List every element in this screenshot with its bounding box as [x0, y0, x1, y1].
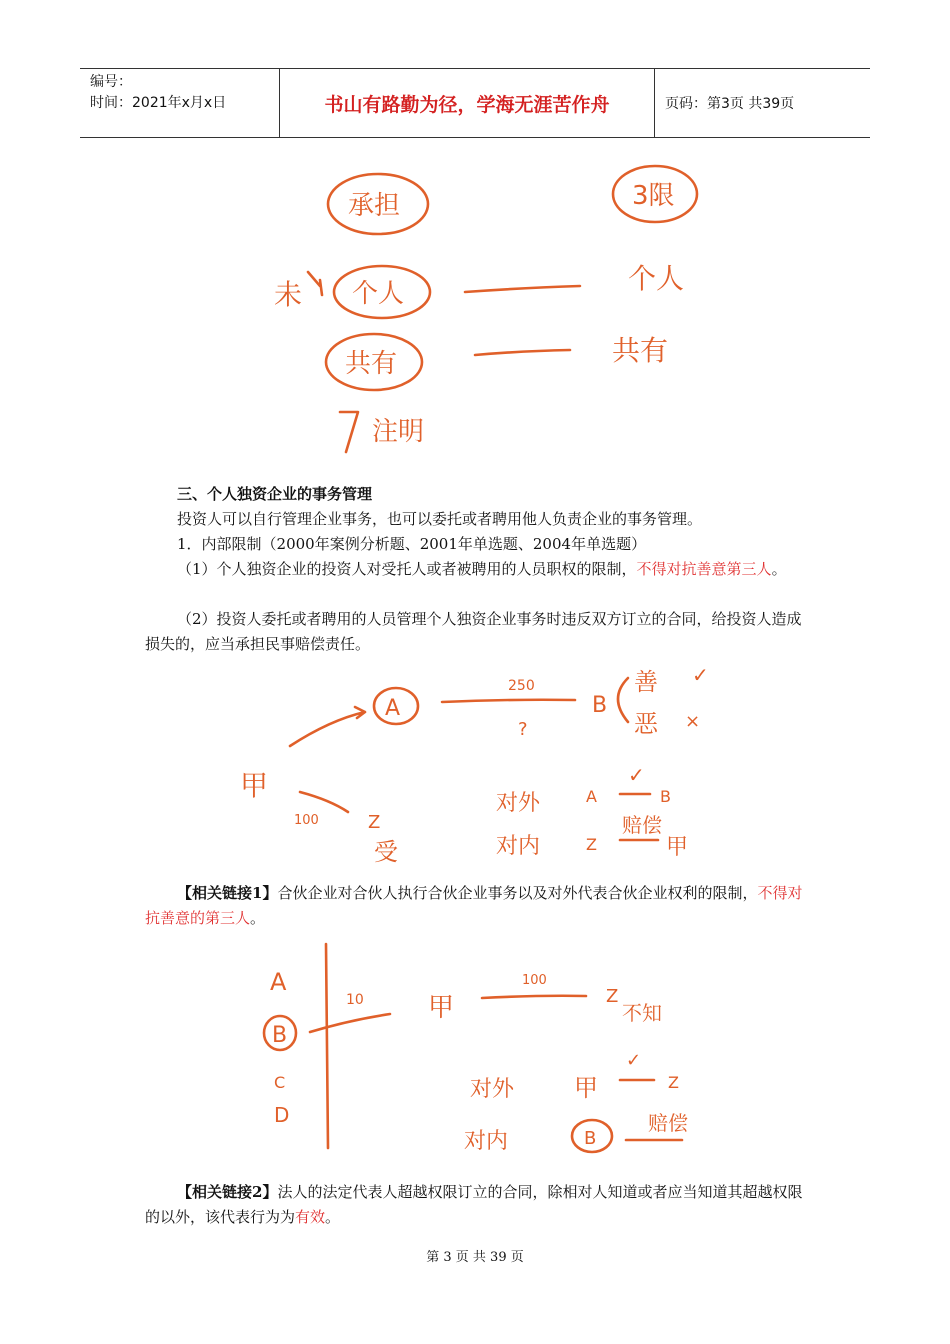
- line-jia-yi: [300, 792, 348, 812]
- sketch2-amount-low: 100: [294, 813, 319, 828]
- sketch3-check: ✓: [626, 1050, 642, 1071]
- sketch2-yi: Z: [368, 812, 381, 833]
- number-seven: [340, 412, 358, 452]
- line-b-jia: [310, 1014, 390, 1032]
- sketch1-right-low: 共有: [612, 334, 669, 367]
- sketch3-z2: Z: [668, 1073, 679, 1092]
- header-meta: [80, 69, 280, 137]
- sketch2-question: ?: [518, 719, 528, 740]
- sketch3-unknown: 不知: [622, 1001, 662, 1025]
- handwritten-sketch-2: [230, 660, 730, 875]
- link1-highlight: 不得对抗善意的第三人: [145, 884, 803, 927]
- time-label: 时间：2021年x月x日: [90, 95, 227, 111]
- link1-label: 【相关链接1】: [177, 884, 278, 902]
- link2-text: 法人的法定代表人超越权限订立的合同，除相对人知道或者应当知道其超越权限的以外，该代表行为为: [145, 1183, 803, 1226]
- sketch3-external: 对外: [470, 1077, 515, 1102]
- handwritten-sketch-3: [250, 938, 710, 1160]
- line-mid: [465, 286, 580, 292]
- sketch2-compensate: 赔偿: [622, 813, 662, 837]
- sketch2-shou: 受: [374, 838, 398, 866]
- section-title: 三、个人独资企业的事务管理: [177, 485, 373, 503]
- sketch2-bad: 恶: [634, 710, 658, 738]
- sketch2-cross: ×: [685, 711, 701, 732]
- sketch2-jia2: 甲: [666, 835, 689, 860]
- page-header: [80, 68, 870, 138]
- sketch3-c: C: [274, 1073, 286, 1092]
- sketch2-z2: Z: [586, 835, 597, 854]
- sketch3-b: B: [272, 1023, 288, 1048]
- item1-p1-highlight: 不得对抗善意第三人: [636, 560, 772, 578]
- sketch2-check2: ✓: [628, 763, 645, 787]
- line-low: [475, 350, 570, 355]
- sketch2-amount-top: 250: [508, 678, 535, 694]
- sketch2-jia: 甲: [240, 769, 269, 802]
- sketch1-left-top: 承担: [348, 191, 401, 221]
- link2-label: 【相关链接2】: [177, 1183, 278, 1201]
- sketch3-d: D: [274, 1103, 290, 1127]
- sketch1-left-low: 共有: [345, 349, 398, 379]
- link1-end: 。: [250, 909, 266, 927]
- sketch2-check: ✓: [692, 663, 709, 687]
- sketch3-b2: B: [584, 1128, 597, 1149]
- header-motto: 书山有路勤为径，学海无涯苦作舟: [280, 69, 655, 137]
- sketch1-left-prefix: 未: [274, 278, 303, 311]
- sketch2-internal: 对内: [496, 834, 541, 859]
- related-link-2: [145, 1180, 810, 1230]
- sketch3-internal: 对内: [464, 1129, 509, 1154]
- sketch2-circled-a: A: [385, 696, 401, 721]
- brace: [618, 678, 628, 722]
- sketch2-b2: B: [660, 787, 671, 806]
- sketch2-external: 对外: [496, 791, 541, 816]
- sketch3-a: A: [270, 968, 287, 996]
- line-jia-z: [482, 996, 586, 998]
- item1-paragraph-2: （2）投资人委托或者聘用的人员管理个人独资企业事务时违反双方订立的合同，给投资人造成损失的，应当承担民事赔偿责任。: [145, 610, 802, 653]
- sketch3-hundred: 100: [522, 973, 547, 988]
- sketch3-jia2: 甲: [574, 1074, 598, 1102]
- sketch2-good: 善: [634, 668, 658, 696]
- arrow-to-a: [290, 707, 365, 746]
- sketch1-bottom: 注明: [372, 417, 425, 447]
- header-page-label: 页码：第3页 共39页: [665, 96, 795, 112]
- link2-highlight: 有效: [295, 1208, 326, 1226]
- vertical-divider: [326, 944, 328, 1148]
- section-intro: 投资人可以自行管理企业事务，也可以委托或者聘用他人负责企业的事务管理。: [177, 510, 703, 528]
- sketch3-z: Z: [606, 986, 619, 1007]
- sketch3-compensate: 赔偿: [648, 1111, 688, 1135]
- page-footer: 第 3 页 共 39 页: [426, 1250, 524, 1265]
- sketch1-left-mid: 个人: [352, 279, 405, 309]
- item1-p1-text: （1）个人独资企业的投资人对受托人或者被聘用的人员职权的限制，: [177, 560, 637, 578]
- item1-p1-end: 。: [771, 560, 787, 578]
- link1-text: 合伙企业对合伙人执行合伙企业事务以及对外代表合伙企业权利的限制，: [277, 884, 758, 902]
- sketch2-b: B: [592, 693, 608, 718]
- sketch1-right-top: 3限: [632, 181, 675, 211]
- sketch1-right-mid: 个人: [628, 262, 685, 295]
- sketch3-jia: 甲: [428, 993, 455, 1023]
- related-link-1: [145, 881, 810, 931]
- handwritten-sketch-1: [260, 150, 720, 470]
- tick-marks: [308, 272, 322, 295]
- item1-title: 1．内部限制（2000年案例分析题、2001年单选题、2004年单选题）: [177, 535, 647, 553]
- item1-paragraph-1: [145, 557, 810, 582]
- line-a-b: [442, 700, 575, 702]
- number-label: 编号：: [90, 74, 132, 90]
- link2-end: 。: [325, 1208, 341, 1226]
- sketch2-a2: A: [586, 787, 597, 806]
- sketch3-ten: 10: [346, 992, 364, 1008]
